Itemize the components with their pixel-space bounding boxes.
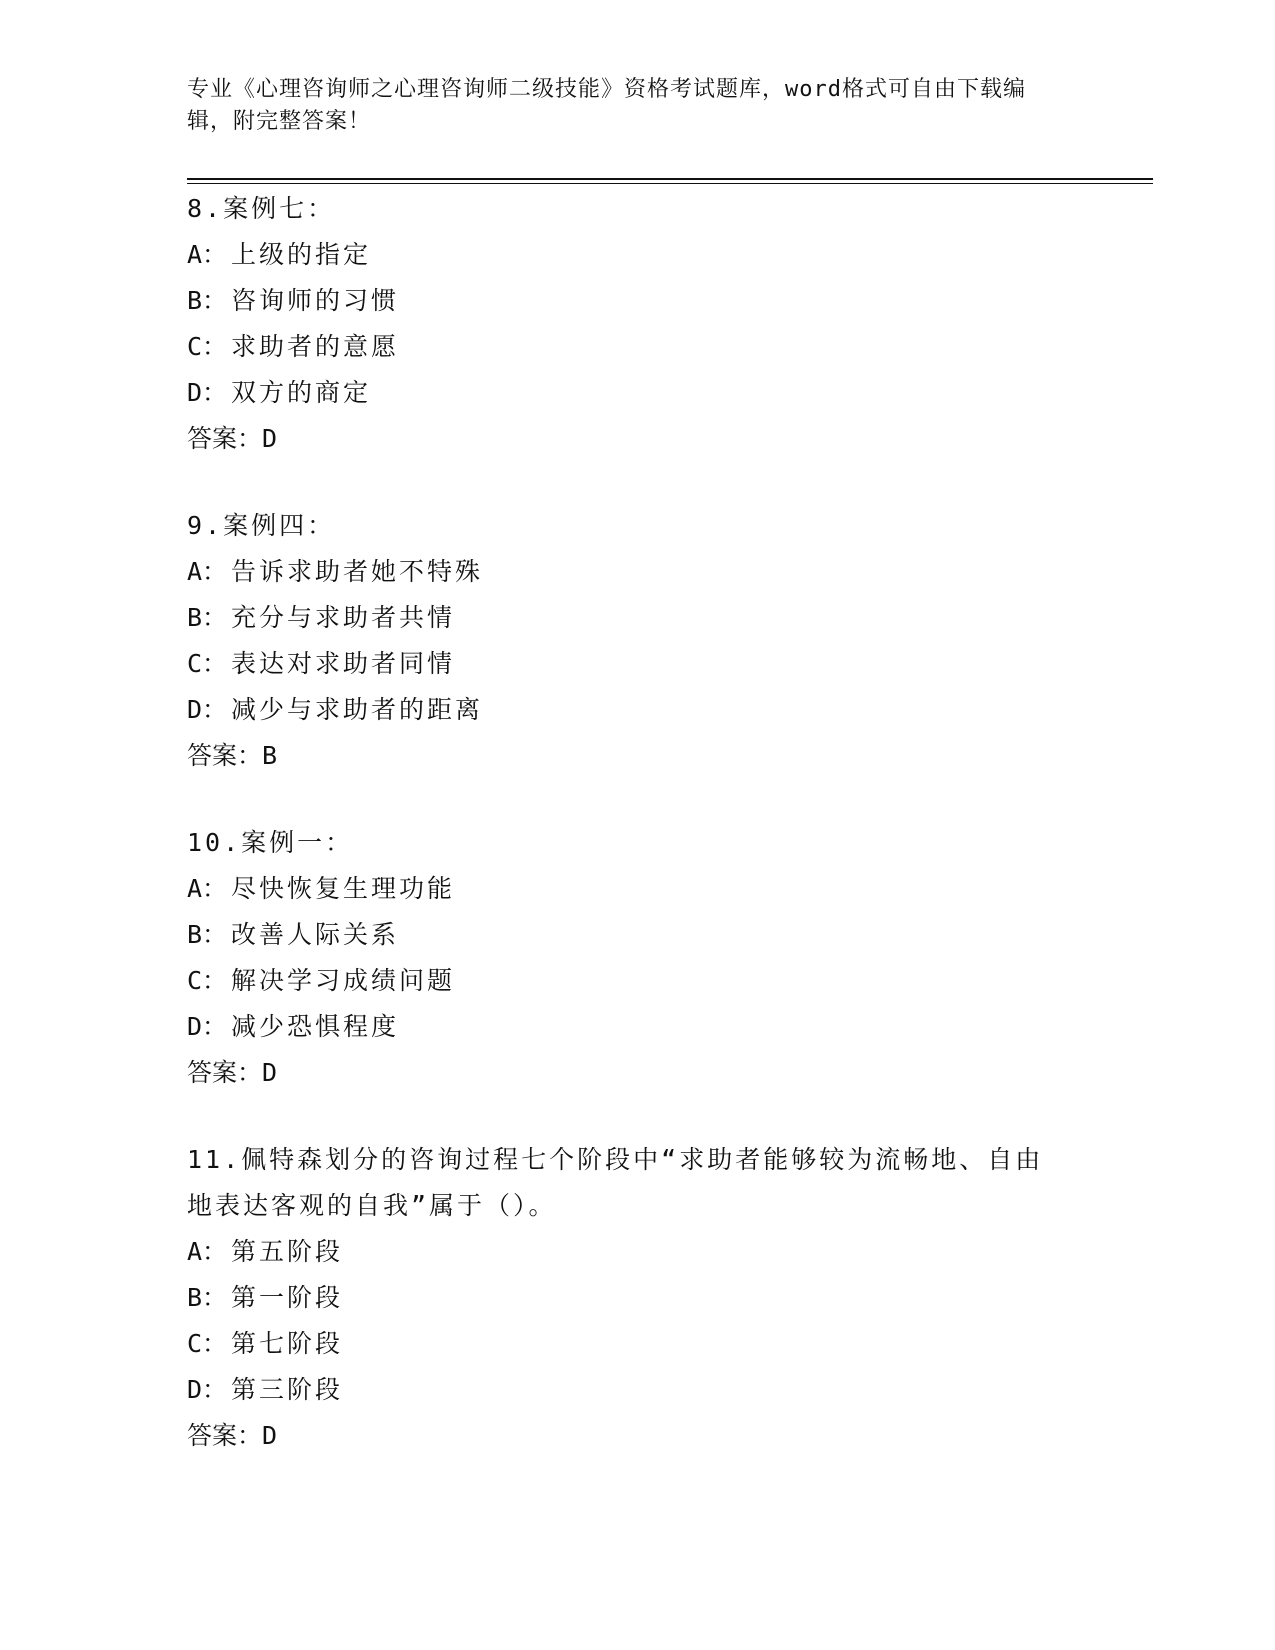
option-key: C： <box>187 1329 228 1358</box>
option-d <box>187 687 1087 733</box>
option-c <box>187 641 1087 687</box>
option-key: D： <box>187 378 228 407</box>
option-b <box>187 912 1087 958</box>
question-8 <box>187 186 1087 462</box>
option-text: 改善人际关系 <box>231 920 400 949</box>
answer-label: 答案： <box>187 741 263 770</box>
option-d <box>187 1367 1067 1413</box>
answer-label: 答案： <box>187 1058 263 1087</box>
document-header: 专业《心理咨询师之心理咨询师二级技能》资格考试题库，word格式可自由下载编辑，附完整答案！ <box>187 77 1026 134</box>
option-text: 第七阶段 <box>231 1329 344 1358</box>
answer-value: D <box>262 1421 278 1450</box>
option-key: D： <box>187 695 228 724</box>
option-text: 充分与求助者共情 <box>231 603 456 632</box>
option-a <box>187 1229 1067 1275</box>
question-stem: 10.案例一： <box>187 828 354 857</box>
option-text: 减少恐惧程度 <box>231 1012 400 1041</box>
option-text: 咨询师的习惯 <box>231 286 400 315</box>
option-text: 尽快恢复生理功能 <box>231 874 456 903</box>
option-text: 第三阶段 <box>231 1375 344 1404</box>
option-key: D： <box>187 1375 228 1404</box>
option-text: 表达对求助者同情 <box>231 649 456 678</box>
answer-label: 答案： <box>187 424 263 453</box>
option-text: 上级的指定 <box>231 240 372 269</box>
option-text: 双方的商定 <box>231 378 372 407</box>
option-key: A： <box>187 240 228 269</box>
option-key: A： <box>187 1237 228 1266</box>
question-9 <box>187 503 1087 779</box>
answer-value: B <box>262 741 278 770</box>
answer-label: 答案： <box>187 1421 263 1450</box>
answer-value: D <box>262 1058 278 1087</box>
option-a <box>187 232 1087 278</box>
option-text: 求助者的意愿 <box>231 332 400 361</box>
option-c <box>187 1321 1067 1367</box>
question-stem: 11.佩特森划分的咨询过程七个阶段中“求助者能够较为流畅地、自由地表达客观的自我”属于（）。 <box>187 1145 1044 1220</box>
option-key: B： <box>187 286 228 315</box>
question-11 <box>187 1137 1067 1459</box>
option-text: 解决学习成绩问题 <box>231 966 456 995</box>
question-stem: 8.案例七： <box>187 194 336 223</box>
option-a <box>187 866 1087 912</box>
option-c <box>187 324 1087 370</box>
option-text: 减少与求助者的距离 <box>231 695 484 724</box>
option-key: C： <box>187 649 228 678</box>
option-key: D： <box>187 1012 228 1041</box>
option-b <box>187 278 1087 324</box>
option-text: 第五阶段 <box>231 1237 344 1266</box>
header-divider-thin <box>187 183 1153 184</box>
answer-line <box>187 416 1087 462</box>
option-d <box>187 1004 1087 1050</box>
option-text: 告诉求助者她不特殊 <box>231 557 484 586</box>
option-key: B： <box>187 920 228 949</box>
option-c <box>187 958 1087 1004</box>
option-key: C： <box>187 966 228 995</box>
option-key: C： <box>187 332 228 361</box>
question-10 <box>187 820 1087 1096</box>
option-b <box>187 1275 1067 1321</box>
header-divider-thick <box>187 178 1153 180</box>
option-key: B： <box>187 603 228 632</box>
answer-line <box>187 1050 1087 1096</box>
option-d <box>187 370 1087 416</box>
option-a <box>187 549 1087 595</box>
option-key: A： <box>187 557 228 586</box>
answer-line <box>187 1413 1067 1459</box>
answer-line <box>187 733 1087 779</box>
question-stem: 9.案例四： <box>187 511 336 540</box>
option-text: 第一阶段 <box>231 1283 344 1312</box>
answer-value: D <box>262 424 278 453</box>
option-key: A： <box>187 874 228 903</box>
option-b <box>187 595 1087 641</box>
option-key: B： <box>187 1283 228 1312</box>
